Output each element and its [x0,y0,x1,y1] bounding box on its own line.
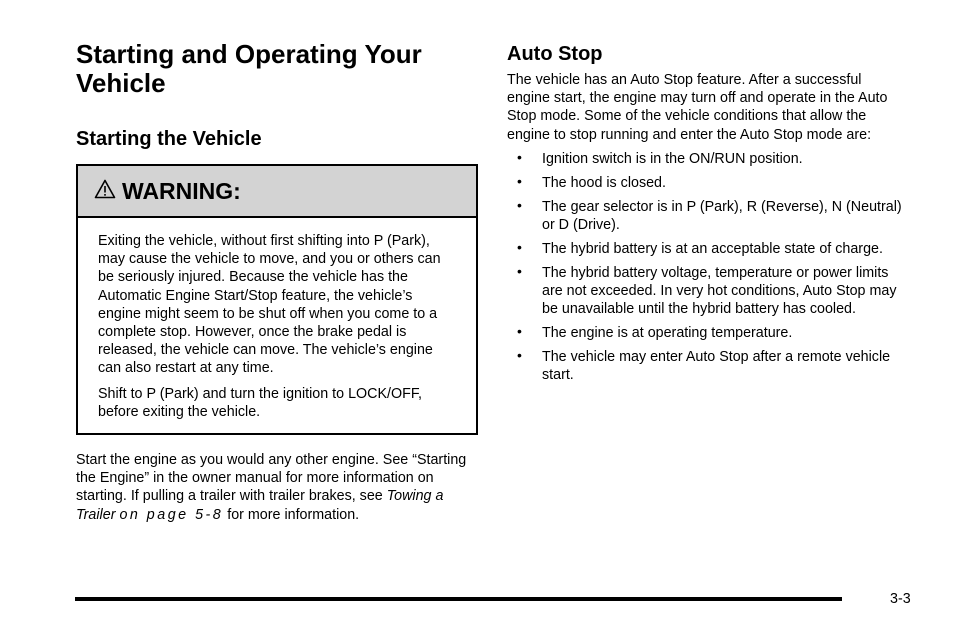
body-text: Start the engine as you would any other engine. See “Starting the Engine” in the owner manual for more information on starting. If pulling a trailer with trailer brakes, see [76,452,467,505]
body-paragraph [76,451,478,524]
warning-triangle-icon [94,179,116,204]
list-item [507,348,902,384]
warning-body [78,218,476,433]
warning-box [76,164,478,435]
warning-header [78,166,476,218]
warning-paragraph: Exiting the vehicle, without first shifting into P (Park), may cause the vehicle to move, and you or others can be seriously injured. Because the vehicle has the Automatic Engine Start/Stop feature, the vehicle’s engine might seem to be shut off when you come to a complete stop. However, once the brake pedal is released, the vehicle can move. The vehicle’s engine can also restart at any time. [98,233,441,377]
right-column [507,42,902,390]
list-item-text: The hybrid battery voltage, temperature or power limits are not exceeded. In very hot conditions, Auto Stop may be unavailable until the hybrid battery has cooled. [542,264,897,317]
cross-reference-page[interactable]: on page 5-8 [119,506,224,523]
list-item [507,174,902,192]
body-text: for more information. [223,506,360,523]
condition-list [507,150,902,384]
bullet-icon: • [517,196,522,213]
cross-reference-link[interactable]: Towing a Trailer [76,488,444,523]
list-item [507,150,902,168]
list-item-text: The engine is at operating temperature. [542,324,793,341]
section-heading: Starting the Vehicle [76,128,262,150]
list-item [507,198,902,234]
list-item [507,240,902,258]
footer-rule [75,597,842,601]
bullet-icon: • [517,262,522,279]
list-item-text: The hybrid battery is at an acceptable state of charge. [542,240,883,257]
left-column [76,40,478,524]
warning-title: WARNING: [122,177,241,204]
bullet-icon: • [517,322,522,339]
page-title: Starting and Operating Your Vehicle [76,39,422,98]
list-item-text: The hood is closed. [542,174,666,191]
intro-paragraph: The vehicle has an Auto Stop feature. After a successful engine start, the engine may turn off and operate in the Auto Stop mode. Some of the vehicle conditions that allow the engine to stop running and enter the Auto Stop mode are: [507,72,888,143]
section-heading: Auto Stop [507,43,603,65]
bullet-icon: • [517,346,522,363]
list-item-text: The vehicle may enter Auto Stop after a remote vehicle start. [542,348,891,383]
list-item [507,264,902,318]
list-item-text: The gear selector is in P (Park), R (Reverse), N (Neutral) or D (Drive). [542,198,902,233]
bullet-icon: • [517,172,522,189]
warning-paragraph: Shift to P (Park) and turn the ignition to LOCK/OFF, before exiting the vehicle. [98,385,422,420]
bullet-icon: • [517,238,522,255]
page-number: 3-3 [890,591,911,607]
bullet-icon: • [517,148,522,165]
list-item [507,324,902,342]
list-item-text: Ignition switch is in the ON/RUN position. [542,150,803,167]
